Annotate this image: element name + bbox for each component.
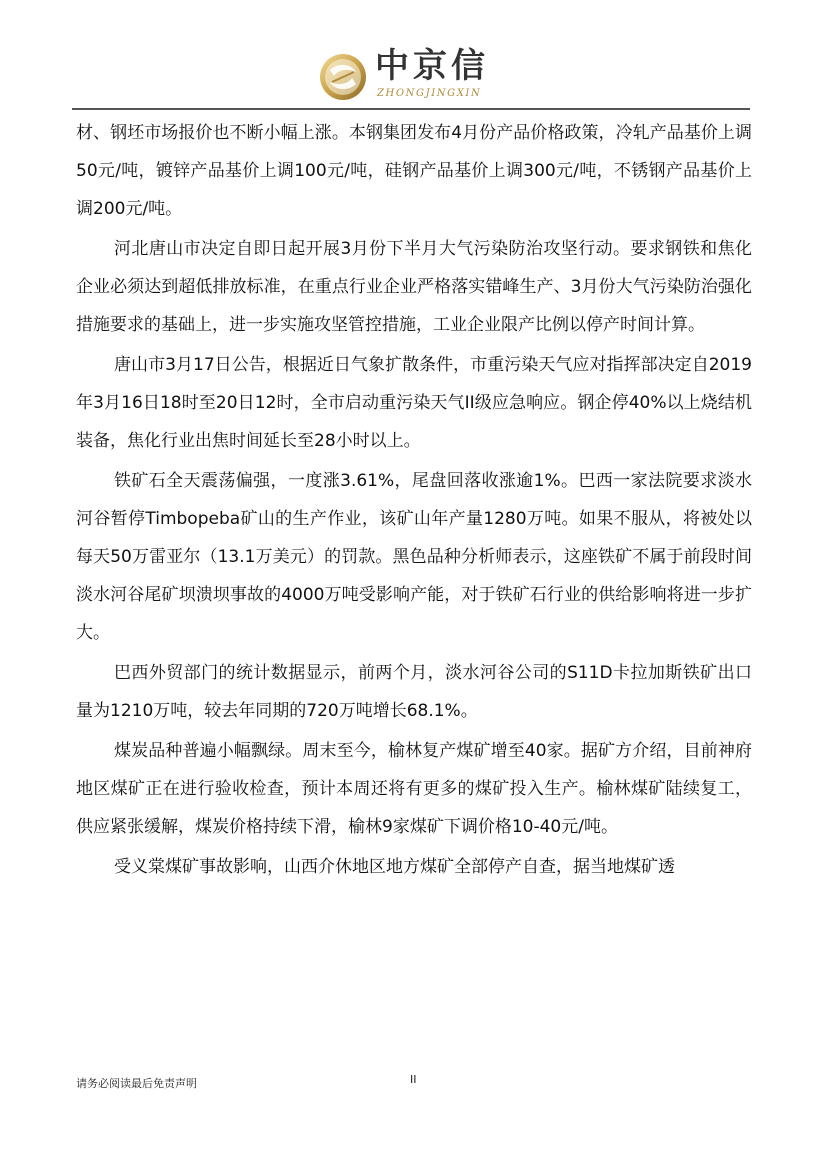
- page-number: II: [410, 1073, 417, 1086]
- header-divider: [72, 108, 750, 110]
- paragraph: 铁矿石全天震荡偏强，一度涨3.61%，尾盘回落收涨逾1%。巴西一家法院要求淡水河谷暂停Timbopeba矿山的生产作业，该矿山年产量1280万吨。如果不服从，将被处以每天50万雷亚尔（13.1万美元）的罚款。黑色品种分析师表示，这座铁矿不属于前段时间淡水河谷尾矿坝溃坝事故的4000万吨受影响产能，对于铁矿石行业的供给影响将进一步扩大。: [76, 471, 752, 643]
- document-body: [76, 114, 752, 888]
- footer-disclaimer: 请务必阅读最后免责声明: [76, 1077, 197, 1090]
- page-header: [0, 0, 827, 112]
- logo-wordmark: 中京信: [375, 46, 489, 86]
- paragraph: 河北唐山市决定自即日起开展3月份下半月大气污染防治攻坚行动。要求钢铁和焦化企业必须达到超低排放标准，在重点行业企业严格落实错峰生产、3月份大气污染防治强化措施要求的基础上，进一步实施攻坚管控措施，工业企业限产比例以停产时间计算。: [76, 239, 752, 335]
- zhongjingxin-logo-icon: [318, 52, 368, 102]
- paragraph: 煤炭品种普遍小幅飘绿。周末至今，榆林复产煤矿增至40家。据矿方介绍，目前神府地区煤矿正在进行验收检查，预计本周还将有更多的煤矿投入生产。榆林煤矿陆续复工，供应紧张缓解，煤炭价格持续下滑，榆林9家煤矿下调价格10-40元/吨。: [76, 741, 752, 837]
- paragraph: 受义棠煤矿事故影响，山西介休地区地方煤矿全部停产自查，据当地煤矿透: [114, 857, 675, 877]
- paragraph: 材、钢坯市场报价也不断小幅上涨。本钢集团发布4月份产品价格政策，冷轧产品基价上调50元/吨，镀锌产品基价上调100元/吨，硅钢产品基价上调300元/吨，不锈钢产品基价上调200元/吨。: [76, 123, 752, 219]
- paragraph: 巴西外贸部门的统计数据显示，前两个月，淡水河谷公司的S11D卡拉加斯铁矿出口量为1210万吨，较去年同期的720万吨增长68.1%。: [76, 663, 752, 721]
- paragraph: 唐山市3月17日公告，根据近日气象扩散条件，市重污染天气应对指挥部决定自2019年3月16日18时至20日12时，全市启动重污染天气II级应急响应。钢企停40%以上烧结机装备，焦化行业出焦时间延长至28小时以上。: [76, 355, 752, 451]
- logo-subtitle: ZHONGJINGXIN: [377, 88, 482, 99]
